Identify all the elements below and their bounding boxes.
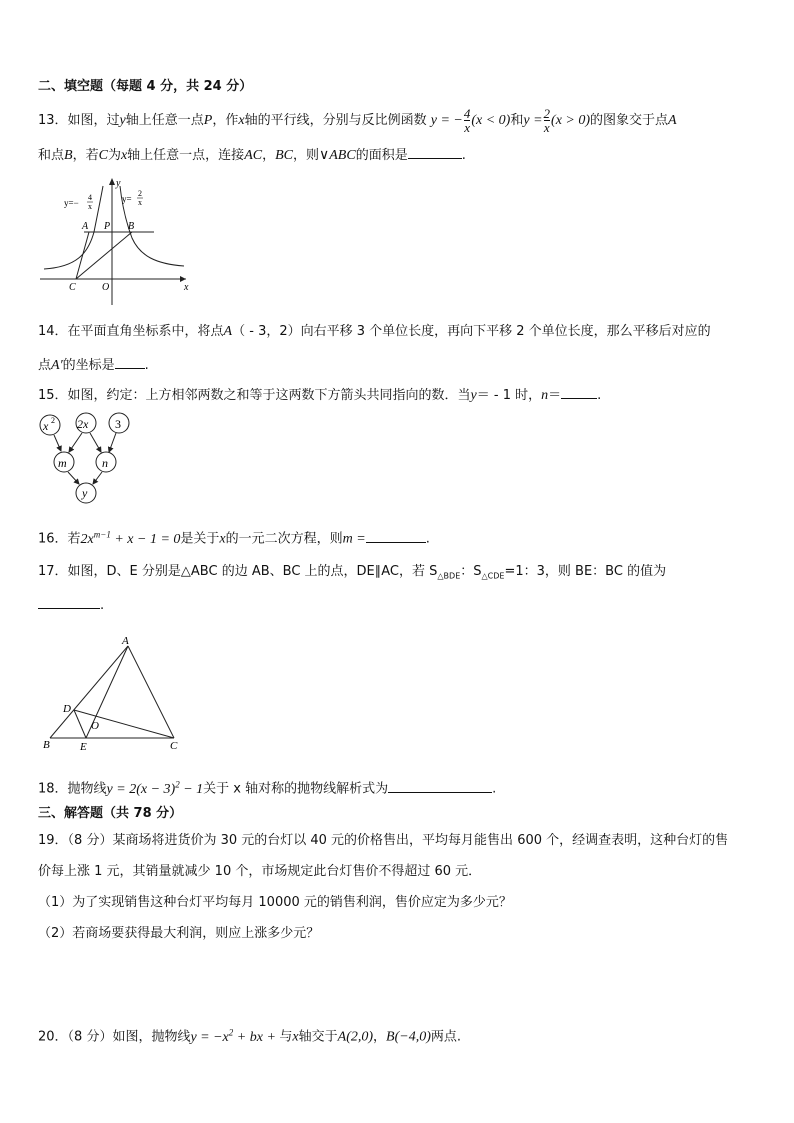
figure-15-arrow-diagram	[36, 410, 146, 506]
q13-text: 的面积是	[355, 148, 408, 163]
q16-exponent: m−1	[93, 529, 111, 539]
q15-text: ＝ - 1 时，	[476, 388, 542, 403]
label-point-a: A	[122, 635, 129, 647]
question-13-line-2	[38, 144, 466, 166]
q13-segment-ac: AC	[244, 148, 263, 163]
y-axis-arrow	[109, 178, 115, 185]
q20-eq-part: + bx +	[233, 1029, 280, 1045]
q18-text: 18．抛物线	[38, 781, 107, 797]
question-14-line-1	[38, 322, 711, 342]
q18-text: .	[492, 781, 497, 797]
q13-point-a: A	[668, 113, 677, 128]
figure-17-triangle	[40, 632, 190, 754]
segment-de	[74, 710, 86, 738]
q13-text: ，若	[72, 148, 99, 163]
q16-var-x: x	[219, 531, 226, 547]
q16-text: 的一元二次方程，则	[225, 531, 343, 547]
q16-text: 是关于	[180, 531, 220, 547]
arrow-2x-to-n	[90, 433, 101, 452]
q20-text: 20．（8 分）如图，抛物线	[38, 1029, 191, 1045]
q13-func2-condition: (x > 0)	[551, 113, 591, 128]
q13-text: ，	[262, 148, 276, 163]
question-20	[38, 1022, 461, 1048]
question-14-line-2	[38, 354, 149, 376]
q15-text: ＝	[548, 388, 562, 403]
label-eq-right-num: 2	[138, 189, 142, 198]
label-point-p: P	[104, 221, 111, 232]
arrow-m-to-y	[68, 472, 79, 484]
question-17-line-2	[38, 594, 104, 616]
q17-text: 17．如图，D、E 分别是△ABC 的边 AB、BC 上的点，DE∥AC，若 S	[38, 564, 438, 579]
q13-text: 和点	[38, 148, 65, 163]
q20-text: 两点.	[430, 1029, 462, 1045]
label-point-c: C	[170, 740, 178, 752]
segment-bc	[76, 232, 132, 279]
q17-text: =1：3，则 BE：BC 的值为	[504, 564, 667, 579]
question-19-part-2: （2）若商场要获得最大利润，则应上涨多少元？	[38, 926, 320, 941]
q15-var-y: y	[470, 388, 477, 403]
q13-point-b: B	[64, 148, 73, 163]
q18-equation	[106, 779, 204, 797]
segment-ab	[50, 646, 128, 738]
q20-text: 轴交于	[298, 1029, 338, 1045]
q18-eq-part: y = 2(x − 3)	[106, 781, 176, 797]
q13-answer-blank[interactable]	[408, 144, 462, 159]
q13-func2-prefix: y =	[523, 113, 543, 128]
q13-text: 轴上任意一点	[125, 113, 204, 128]
segment-ac	[128, 646, 174, 738]
q13-text: 为	[107, 148, 121, 163]
q13-var-x: x	[238, 113, 245, 128]
label-y: y	[82, 486, 88, 500]
question-13-line-1	[38, 107, 677, 134]
q16-var-m: m =	[342, 531, 366, 547]
question-17-line-1	[38, 562, 666, 587]
label-point-e: E	[80, 741, 87, 753]
q13-text: 和	[510, 113, 524, 128]
label-point-b: B	[43, 739, 50, 751]
label-x: x	[43, 419, 49, 433]
arrow-n-to-y	[93, 472, 102, 484]
q13-text: 轴上任意一点，连接	[127, 148, 245, 163]
q20-point-a: A(2,0)	[337, 1029, 374, 1045]
question-19-line-1: 19．（8 分）某商场将进货价为 30 元的台灯以 40 元的价格售出，平均每月能售出 600 个，经调查表明，这种台灯的售	[38, 833, 729, 848]
label-eq-left-num: 4	[88, 193, 92, 202]
q15-var-n: n	[541, 388, 549, 403]
q13-var-x: x	[120, 148, 128, 163]
q20-point-b: B(−4,0)	[386, 1029, 431, 1045]
q13-segment-bc: BC	[275, 148, 293, 163]
q16-equation	[80, 529, 181, 547]
question-16	[38, 524, 430, 550]
q14-text: 的坐标是	[62, 358, 115, 373]
q17-text: .	[100, 598, 105, 613]
label-point-c: C	[69, 282, 76, 293]
q14-answer-blank[interactable]	[115, 354, 145, 369]
section-title-solutions: 三、解答题（共 78 分）	[38, 806, 183, 821]
q14-point-a-prime: A′	[51, 358, 63, 373]
q13-func2-fraction	[544, 107, 551, 134]
question-18	[38, 774, 496, 800]
section-title-fill-in: 二、填空题（每题 4 分，共 24 分）	[38, 79, 253, 94]
label-origin-o: O	[102, 282, 110, 293]
q17-subscript-cde: △CDE	[481, 571, 505, 581]
fraction-denominator: x	[464, 120, 470, 135]
q13-text: ，作	[212, 113, 239, 128]
label-eq-right-den: x	[138, 198, 142, 207]
q18-answer-blank[interactable]	[388, 778, 492, 793]
label-point-o: O	[91, 720, 99, 732]
label-m: m	[58, 456, 67, 470]
fraction-numerator: 4	[463, 106, 471, 121]
q20-exponent: 2	[228, 1027, 234, 1037]
q14-text: 14．在平面直角坐标系中，将点	[38, 324, 224, 339]
q20-text: 与	[279, 1029, 293, 1045]
label-x: x	[184, 282, 189, 293]
q18-exponent: 2	[175, 779, 180, 789]
arrow-2x-to-m	[69, 433, 82, 452]
q16-answer-blank[interactable]	[366, 528, 426, 543]
figure-13-hyperbola-graph	[36, 172, 196, 308]
q16-text: 16．若	[38, 531, 81, 547]
q13-text: .	[461, 148, 466, 163]
q20-eq-part: y = −x	[190, 1029, 229, 1045]
label-point-a: A	[82, 221, 89, 232]
q15-answer-blank[interactable]	[561, 384, 597, 399]
q14-text: 点	[38, 358, 52, 373]
q20-text: ，	[373, 1029, 387, 1045]
q17-text: ：S	[460, 564, 482, 579]
question-19-line-2: 价每上涨 1 元，其销量就减少 10 个，市场规定此台灯售价不得超过 60 元．	[38, 864, 482, 879]
q14-text: .	[144, 358, 149, 373]
q20-var-x: x	[292, 1029, 299, 1045]
label-exponent: 2	[51, 416, 55, 425]
segment-ac	[76, 232, 89, 279]
segment-dc	[74, 710, 174, 738]
label-2x: 2x	[77, 417, 89, 431]
q18-eq-part: − 1	[179, 781, 204, 797]
fraction-numerator: 2	[543, 106, 551, 121]
q13-point-c: C	[98, 148, 108, 163]
q14-text: （ - 3，2）向右平移 3 个单位长度，再向下平移 2 个单位长度，那么平移后对应的	[232, 324, 711, 339]
q16-text: .	[425, 531, 430, 547]
q15-text: .	[597, 388, 602, 403]
q13-var-y: y	[119, 113, 126, 128]
q18-text: 关于 x 轴对称的抛物线解析式为	[203, 781, 389, 797]
q17-subscript-bde: △BDE	[437, 571, 461, 581]
q20-equation	[190, 1027, 280, 1045]
q13-text: 轴的平行线，分别与反比例函数	[244, 113, 427, 128]
q16-eq-part: 2x	[80, 531, 94, 547]
q16-eq-part: + x − 1 = 0	[110, 531, 181, 547]
q15-text: 15．如图，约定：上方相邻两数之和等于这两数下方箭头共同指向的数．当	[38, 388, 471, 403]
q13-text: 的图象交于点	[590, 113, 669, 128]
question-15	[38, 384, 601, 406]
question-19-part-1: （1）为了实现销售这种台灯平均每月 10000 元的销售利润，售价应定为多少元？	[38, 895, 512, 910]
label-n: n	[102, 456, 108, 470]
q14-point-a: A	[223, 324, 233, 339]
q13-point-p: P	[203, 113, 213, 128]
fraction-denominator: x	[543, 120, 550, 135]
label-y: y	[116, 178, 121, 189]
label-point-b: B	[128, 221, 135, 232]
label-eq-right: y=	[122, 194, 132, 204]
q17-answer-blank[interactable]	[38, 594, 100, 609]
arrow-3-to-n	[109, 433, 116, 452]
label-eq-left: y=−	[64, 198, 79, 208]
arrow-x2-to-m	[54, 435, 61, 451]
q13-func1-prefix: y = −	[430, 113, 463, 128]
label-eq-left-den: x	[88, 202, 92, 211]
q13-func1-fraction	[464, 107, 471, 134]
q13-text: ，则	[292, 148, 319, 163]
q13-text: 13．如图，过	[38, 113, 120, 128]
q13-func1-condition: (x < 0)	[471, 113, 511, 128]
label-3: 3	[115, 417, 121, 431]
label-point-d: D	[63, 703, 71, 715]
q13-triangle: ∨ABC	[319, 148, 356, 163]
